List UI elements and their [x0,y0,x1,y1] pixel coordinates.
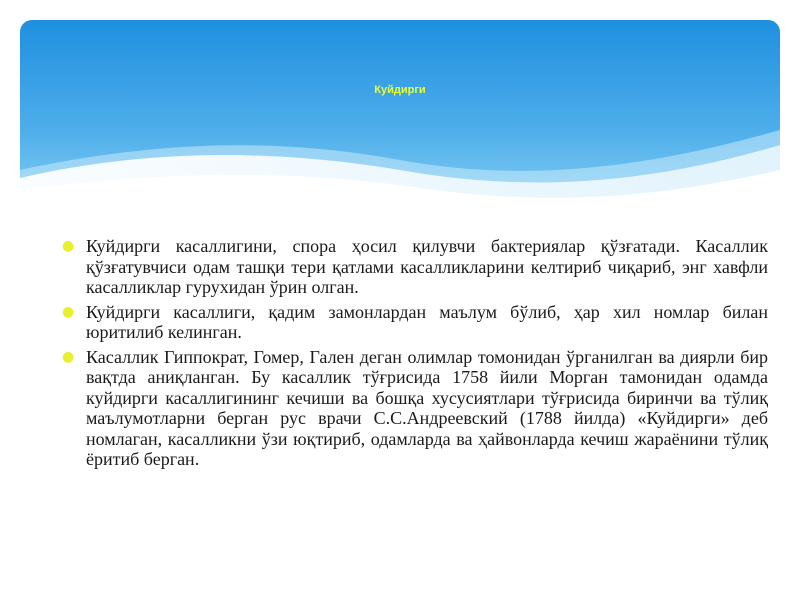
bullet-text: Касаллик Гиппократ, Гомер, Гален деган олимлар томонидан ўрганилган ва диярли бир вақтда аниқланган. Бу касаллик тўғрисида 1758 йили Морган тамонидан одамда куйдирги касаллигининг кечиши ва бошқа хусусиятлари тўғрисида биринчи ва тўлиқ маълумотларни берган рус врачи С.С.Андреевский (1788 йилда) «Куйдирги» деб номлаган, касалликни ўзи юқтириб, одамларда ва ҳайвонларда кечиш жараёнини тўлиқ ёритиб берган. [86,346,768,469]
list-item [62,236,768,298]
list-item [62,347,768,470]
bullet-text: Куйдирги касаллигини, спора ҳосил қилувчи бактериялар қўзғатади. Касаллик қўзғатувчиси одам ташқи тери қатлами касалликларини келтириб чиқариб, энг хавфли касалликлар гурухидан ўрин олган. [86,236,768,297]
bullet-dot-icon: ● [62,238,75,254]
header-banner [20,20,780,220]
bullet-text: Куйдирги касаллиги, қадим замонлардан маълум бўлиб, ҳар хил номлар билан юритилиб келинган. [86,301,768,342]
wave-background [20,20,780,220]
bullet-dot-icon: ● [62,303,75,320]
slide-content [62,236,768,474]
bullet-dot-icon: ● [62,348,75,365]
bullet-list [62,236,768,470]
slide-title: Куйдирги [374,84,426,96]
list-item [62,302,768,343]
